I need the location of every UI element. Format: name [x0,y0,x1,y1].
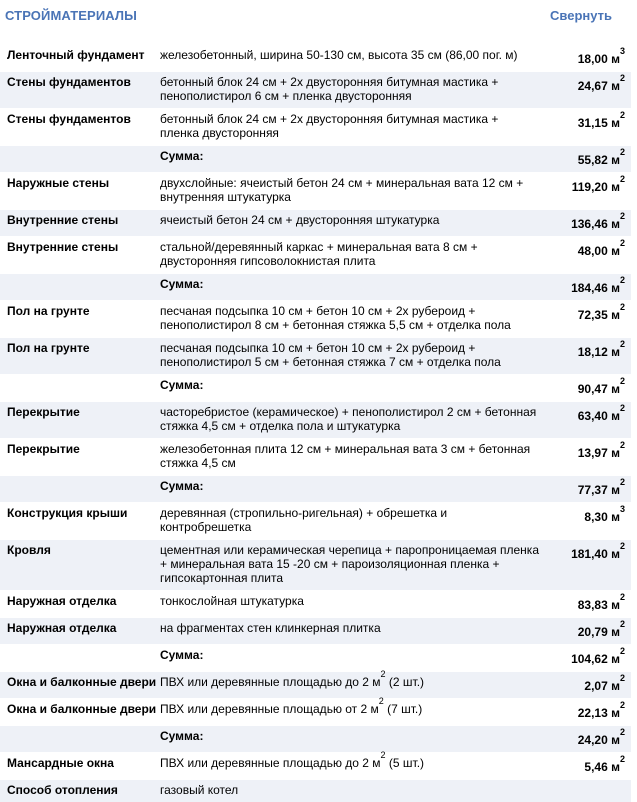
sum-row [0,476,631,503]
row-value [546,375,631,402]
table-row [0,210,631,237]
row-description: железобетонный, ширина 50-130 см, высота 35 см (86,00 пог. м) [151,45,546,72]
row-name [0,726,151,753]
row-name: Внутренние стены [0,210,151,237]
collapse-link[interactable]: Свернуть [550,8,612,23]
row-value [546,503,631,540]
value-text: 2,07 м [584,679,620,693]
row-name: Окна и балконные двери [0,699,151,726]
value-text: 104,62 м [571,652,620,666]
row-name: Пол на грунте [0,301,151,338]
row-value [546,301,631,338]
unit-exponent: 2 [620,238,625,248]
row-value [546,780,631,802]
row-name [0,274,151,301]
row-value [546,645,631,672]
unit-exponent: 2 [620,275,625,285]
row-value [546,540,631,591]
unit-exponent: 2 [620,592,625,602]
value-text: 136,46 м [571,217,620,231]
row-value [546,274,631,301]
row-value [546,45,631,72]
row-description: песчаная подсыпка 10 см + бетон 10 см + 2х рубероид + пенополистирол 5 см + бетонная стяжка 7 см + отделка пола [151,338,546,375]
value-text: 31,15 м [578,116,620,130]
row-value [546,173,631,210]
value-text: 18,00 м [578,52,620,66]
sum-label: Сумма: [151,476,546,503]
sum-row [0,146,631,173]
value-text: 24,20 м [578,733,620,747]
unit-exponent: 2 [620,376,625,386]
unit-exponent: 2 [620,541,625,551]
row-value [546,237,631,274]
row-value [546,109,631,146]
unit-exponent: 3 [620,46,625,56]
row-value [546,338,631,375]
sum-label: Сумма: [151,726,546,753]
table-row [0,402,631,439]
unit-exponent: 2 [620,619,625,629]
value-text: 8,30 м [584,510,620,524]
unit-exponent: 2 [620,646,625,656]
row-name: Мансардные окна [0,753,151,780]
description-text: ПВХ или деревянные площадью до 2 м [160,756,381,770]
row-value [546,402,631,439]
row-name: Стены фундаментов [0,109,151,146]
row-name: Наружные стены [0,173,151,210]
sum-row [0,726,631,753]
value-text: 72,35 м [578,308,620,322]
row-description: стальной/деревянный каркас + минеральная вата 8 см + двусторонняя гипсоволокнистая плита [151,237,546,274]
unit-exponent: 2 [381,669,386,679]
table-row [0,439,631,476]
table-row [0,338,631,375]
row-name [0,476,151,503]
table-row [0,699,631,726]
row-description: бетонный блок 24 см + 2х двусторонняя битумная мастика + пенополистирол 6 см + пленка двусторонняя [151,72,546,109]
row-name: Ленточный фундамент [0,45,151,72]
unit-exponent: 2 [620,339,625,349]
value-text: 22,13 м [578,706,620,720]
row-name [0,645,151,672]
unit-exponent: 2 [620,302,625,312]
row-value [546,699,631,726]
value-text: 63,40 м [578,409,620,423]
row-name: Окна и балконные двери [0,672,151,699]
row-name [0,146,151,173]
row-name: Способ отопления [0,780,151,802]
row-description [151,672,546,699]
row-value [546,72,631,109]
description-text: (2 шт.) [386,675,424,689]
table-row [0,45,631,72]
row-description: на фрагментах стен клинкерная плитка [151,618,546,645]
row-description: часторебристое (керамическое) + пенополистирол 2 см + бетонная стяжка 4,5 см + отделка пола и штукатурка [151,402,546,439]
value-text: 18,12 м [578,345,620,359]
materials-table [0,44,631,802]
row-value [546,439,631,476]
row-description: бетонный блок 24 см + 2х двусторонняя битумная мастика + пленка двусторонняя [151,109,546,146]
value-text: 119,20 м [572,180,620,194]
value-text: 55,82 м [578,153,620,167]
unit-exponent: 2 [620,73,625,83]
value-text: 83,83 м [578,598,620,612]
unit-exponent: 2 [620,440,625,450]
value-text: 13,97 м [578,446,620,460]
row-description: двухслойные: ячеистый бетон 24 см + минеральная вата 12 см + внутренняя штукатурка [151,173,546,210]
sum-label: Сумма: [151,146,546,173]
sum-row [0,645,631,672]
description-text: ПВХ или деревянные площадью от 2 м [160,702,379,716]
row-description: деревянная (стропильно-ригельная) + обрешетка и контробрешетка [151,503,546,540]
table-row [0,72,631,109]
row-description: песчаная подсыпка 10 см + бетон 10 см + 2х рубероид + пенополистирол 8 см + бетонная стяжка 5,5 см + отделка пола [151,301,546,338]
unit-exponent: 2 [620,174,625,184]
value-text: 77,37 м [578,483,620,497]
table-row [0,540,631,591]
row-name: Конструкция крыши [0,503,151,540]
unit-exponent: 2 [381,750,386,760]
row-description: цементная или керамическая черепица + паропроницаемая пленка + минеральная вата 15 -20 см + пароизоляционная пленка + гипсокартонная плита [151,540,546,591]
row-name: Пол на грунте [0,338,151,375]
row-description [151,753,546,780]
table-row [0,672,631,699]
unit-exponent: 2 [620,110,625,120]
row-value [546,476,631,503]
section-header [0,0,637,44]
row-name: Наружная отделка [0,618,151,645]
sum-label: Сумма: [151,645,546,672]
row-name: Перекрытие [0,439,151,476]
table-row [0,301,631,338]
table-row [0,503,631,540]
row-value [546,726,631,753]
sum-row [0,274,631,301]
row-value [546,672,631,699]
table-row [0,591,631,618]
value-text: 24,67 м [578,79,620,93]
table-row [0,780,631,802]
row-description: ячеистый бетон 24 см + двусторонняя штукатурка [151,210,546,237]
unit-exponent: 2 [620,727,625,737]
description-text: (5 шт.) [386,756,424,770]
unit-exponent: 2 [620,754,625,764]
table-row [0,109,631,146]
value-text: 20,79 м [578,625,620,639]
row-name: Перекрытие [0,402,151,439]
row-value [546,618,631,645]
row-description: железобетонная плита 12 см + минеральная вата 3 см + бетонная стяжка 4,5 см [151,439,546,476]
row-name: Наружная отделка [0,591,151,618]
value-text: 90,47 м [578,382,620,396]
unit-exponent: 2 [620,211,625,221]
row-value [546,146,631,173]
description-text: ПВХ или деревянные площадью до 2 м [160,675,381,689]
table-row [0,618,631,645]
unit-exponent: 2 [379,696,384,706]
row-description: газовый котел [151,780,546,802]
row-name: Внутренние стены [0,237,151,274]
row-description: тонкослойная штукатурка [151,591,546,618]
row-value [546,591,631,618]
value-text: 181,40 м [571,547,620,561]
unit-exponent: 2 [620,477,625,487]
row-name: Стены фундаментов [0,72,151,109]
table-row [0,237,631,274]
value-text: 5,46 м [584,760,620,774]
row-value [546,210,631,237]
row-name: Кровля [0,540,151,591]
row-description [151,699,546,726]
sum-label: Сумма: [151,274,546,301]
value-text: 48,00 м [578,244,620,258]
unit-exponent: 2 [620,700,625,710]
unit-exponent: 3 [620,504,625,514]
row-value [546,753,631,780]
sum-label: Сумма: [151,375,546,402]
table-row [0,753,631,780]
description-text: (7 шт.) [384,702,422,716]
unit-exponent: 2 [620,403,625,413]
table-row [0,173,631,210]
unit-exponent: 2 [620,673,625,683]
value-text: 184,46 м [571,281,620,295]
unit-exponent: 2 [620,147,625,157]
section-title: СТРОЙМАТЕРИАЛЫ [5,8,137,23]
sum-row [0,375,631,402]
row-name [0,375,151,402]
